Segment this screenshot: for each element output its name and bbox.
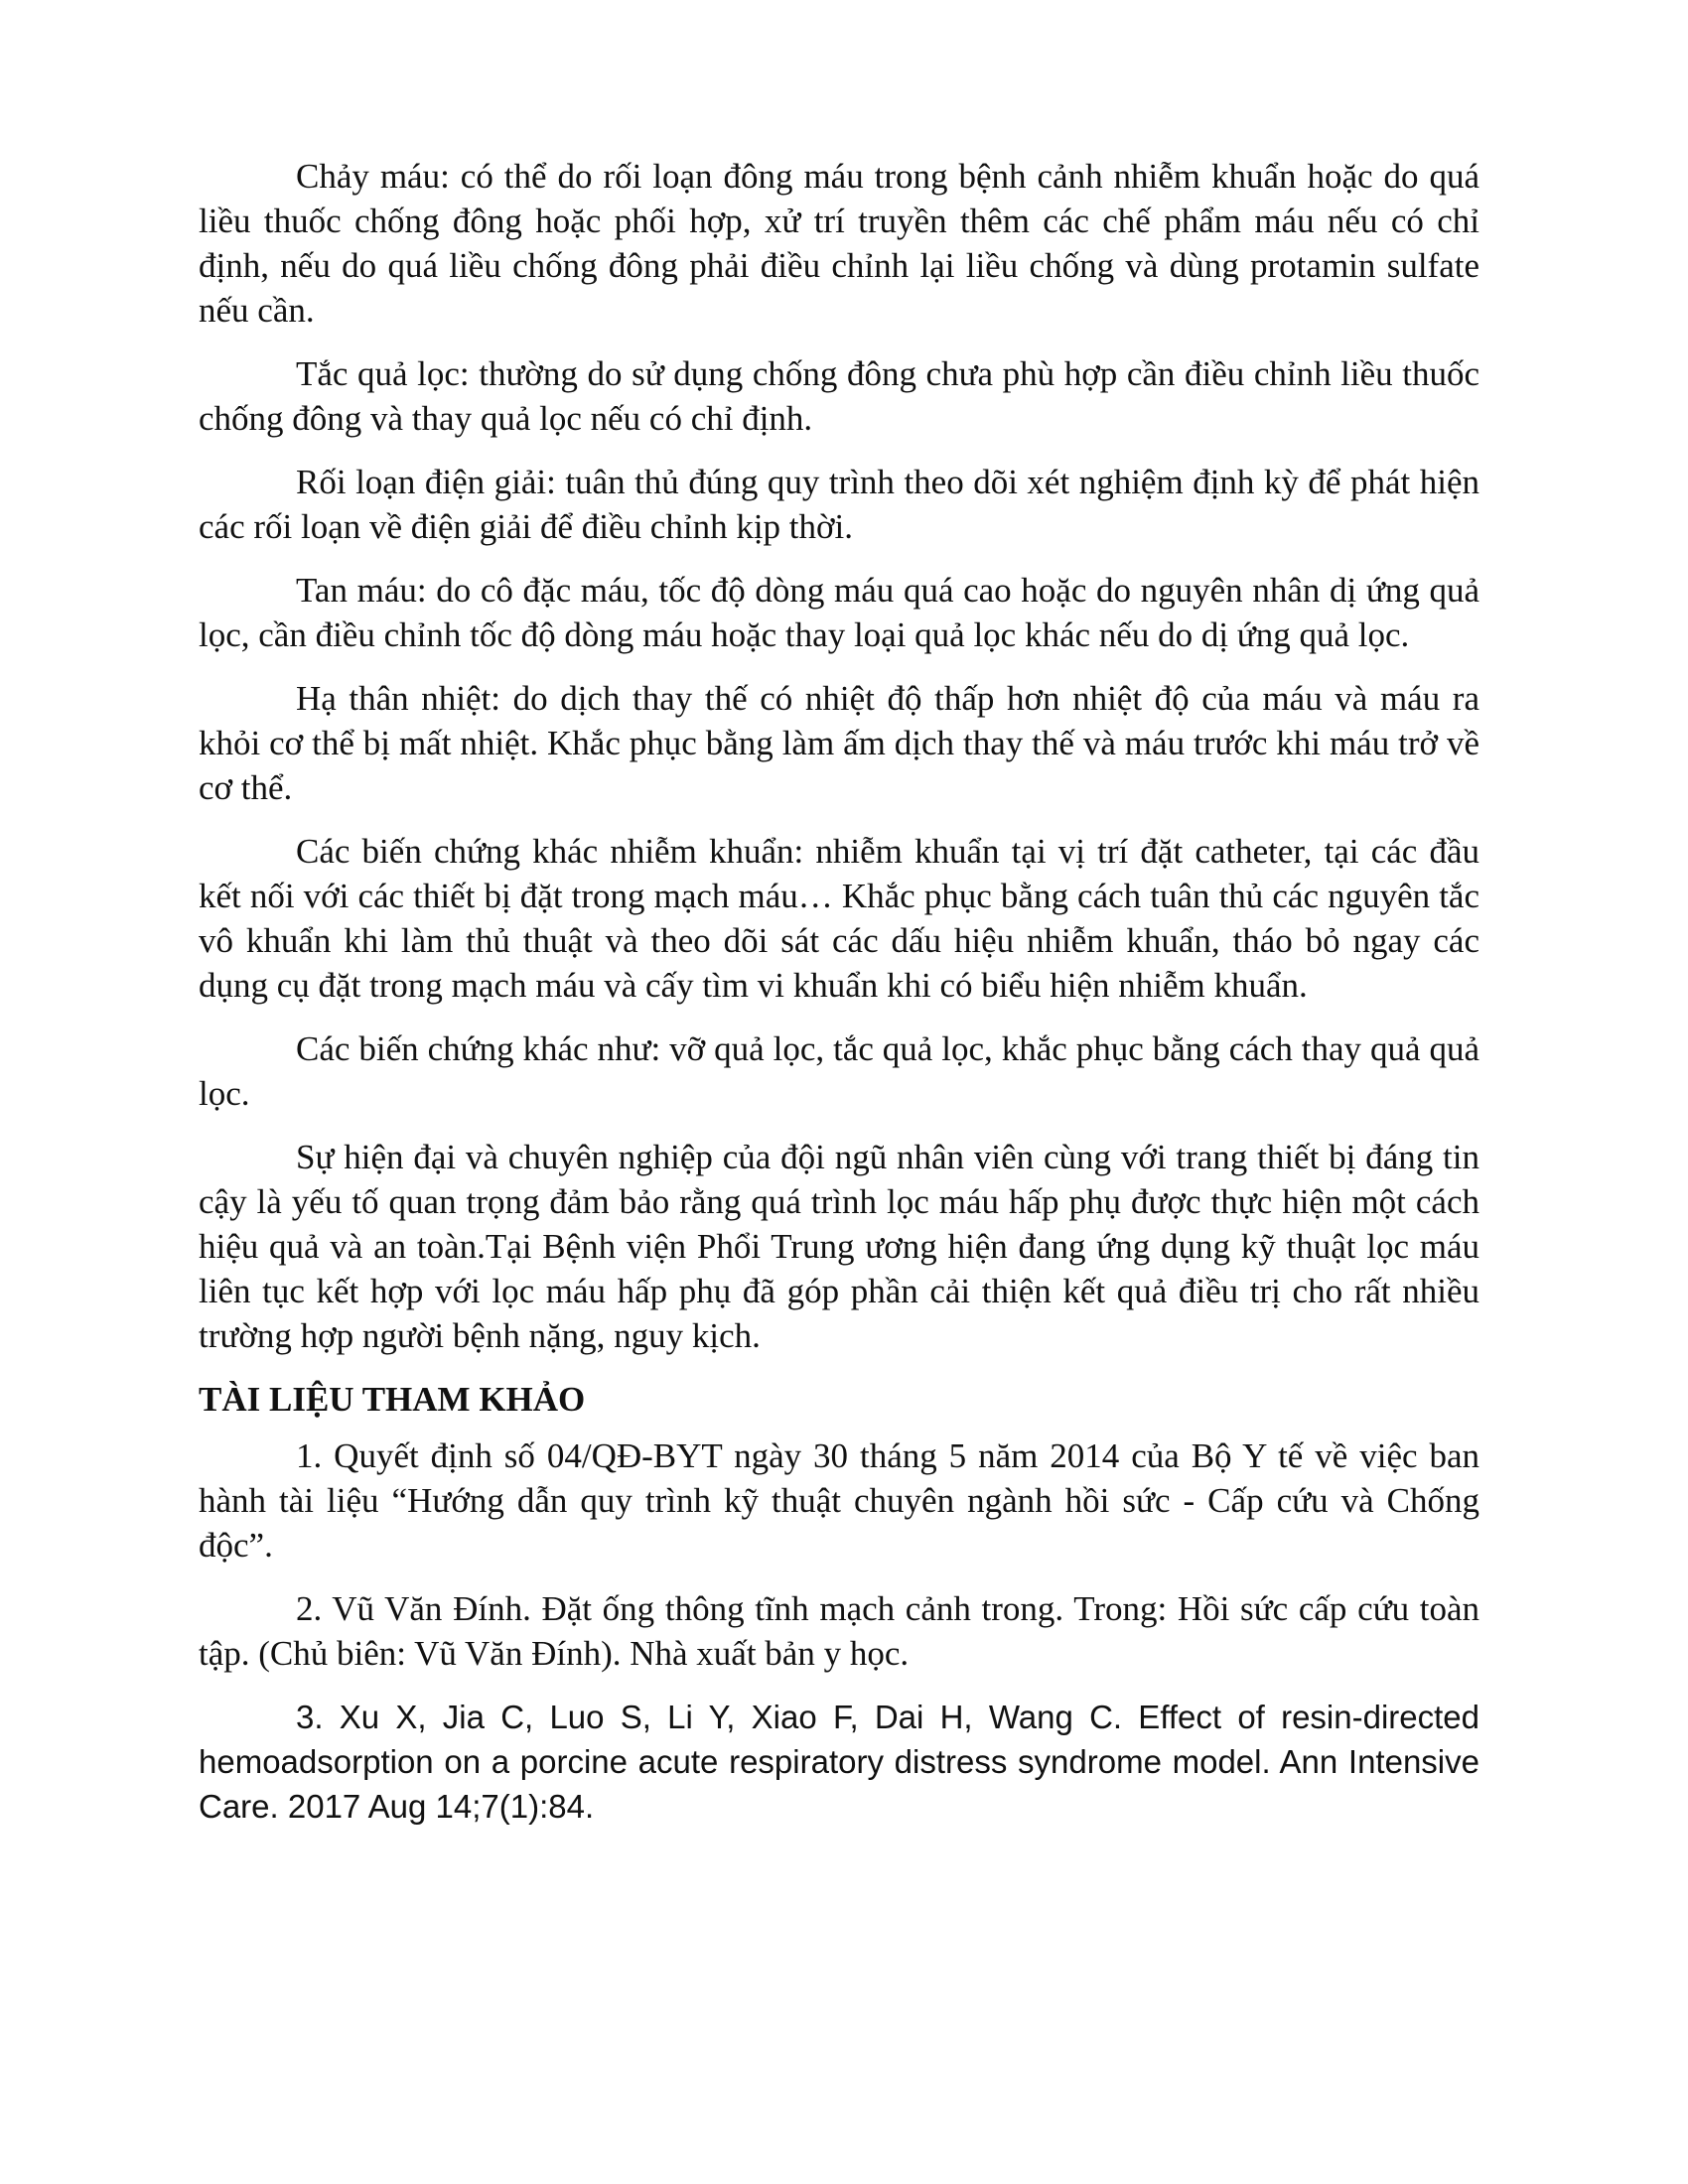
paragraph-electrolyte-disorder: Rối loạn điện giải: tuân thủ đúng quy trình theo dõi xét nghiệm định kỳ để phát hiện các rối loạn về điện giải để điều chỉnh kịp thời. bbox=[199, 463, 1479, 546]
paragraph-hemolysis: Tan máu: do cô đặc máu, tốc độ dòng máu quá cao hoặc do nguyên nhân dị ứng quả lọc, cần điều chỉnh tốc độ dòng máu hoặc thay loại quả lọc khác nếu do dị ứng quả lọc. bbox=[199, 571, 1479, 654]
reference-item-3: 3. Xu X, Jia C, Luo S, Li Y, Xiao F, Dai H, Wang C. Effect of resin-directed hemoadsorption on a porcine acute respiratory distress syndrome model. Ann Intensive Care. 2017 Aug 14;7(1):84. bbox=[199, 1699, 1479, 1825]
references-heading: TÀI LIỆU THAM KHẢO bbox=[199, 1380, 586, 1419]
paragraph-conclusion: Sự hiện đại và chuyên nghiệp của đội ngũ nhân viên cùng với trang thiết bị đáng tin cậy là yếu tố quan trọng đảm bảo rằng quá trình lọc máu hấp phụ được thực hiện một cách hiệu quả và an toàn.Tại Bệnh viện Phổi Trung ương hiện đang ứng dụng kỹ thuật lọc máu liên tục kết hợp với lọc máu hấp phụ đã góp phần cải thiện kết quả điều trị cho rất nhiều trường hợp người bệnh nặng, nguy kịch. bbox=[199, 1138, 1479, 1355]
reference-item-2: 2. Vũ Văn Đính. Đặt ống thông tĩnh mạch cảnh trong. Trong: Hồi sức cấp cứu toàn tập. (Chủ biên: Vũ Văn Đính). Nhà xuất bản y học. bbox=[199, 1589, 1479, 1673]
paragraph-other-complications: Các biến chứng khác như: vỡ quả lọc, tắc quả lọc, khắc phục bằng cách thay quả quả lọc. bbox=[199, 1029, 1479, 1113]
paragraph-hypothermia: Hạ thân nhiệt: do dịch thay thế có nhiệt độ thấp hơn nhiệt độ của máu và máu ra khỏi cơ thể bị mất nhiệt. Khắc phục bằng làm ấm dịch thay thế và máu trước khi máu trở về cơ thể. bbox=[199, 679, 1479, 807]
document-page bbox=[199, 154, 1479, 1847]
paragraph-bleeding: Chảy máu: có thể do rối loạn đông máu trong bệnh cảnh nhiễm khuẩn hoặc do quá liều thuốc chống đông hoặc phối hợp, xử trí truyền thêm các chế phẩm máu nếu có chỉ định, nếu do quá liều chống đông phải điều chỉnh lại liều chống và dùng protamin sulfate nếu cần. bbox=[199, 157, 1479, 330]
paragraph-filter-clotting: Tắc quả lọc: thường do sử dụng chống đông chưa phù hợp cần điều chỉnh liều thuốc chống đông và thay quả lọc nếu có chỉ định. bbox=[199, 354, 1479, 438]
reference-item-1: 1. Quyết định số 04/QĐ-BYT ngày 30 tháng 5 năm 2014 của Bộ Y tế về việc ban hành tài liệu “Hướng dẫn quy trình kỹ thuật chuyên ngành hồi sức - Cấp cứu và Chống độc”. bbox=[199, 1436, 1479, 1565]
paragraph-infection-complications: Các biến chứng khác nhiễm khuẩn: nhiễm khuẩn tại vị trí đặt catheter, tại các đầu kết nối với các thiết bị đặt trong mạch máu… Khắc phục bằng cách tuân thủ các nguyên tắc vô khuẩn khi làm thủ thuật và theo dõi sát các dấu hiệu nhiễm khuẩn, tháo bỏ ngay các dụng cụ đặt trong mạch máu và cấy tìm vi khuẩn khi có biểu hiện nhiễm khuẩn. bbox=[199, 832, 1479, 1005]
